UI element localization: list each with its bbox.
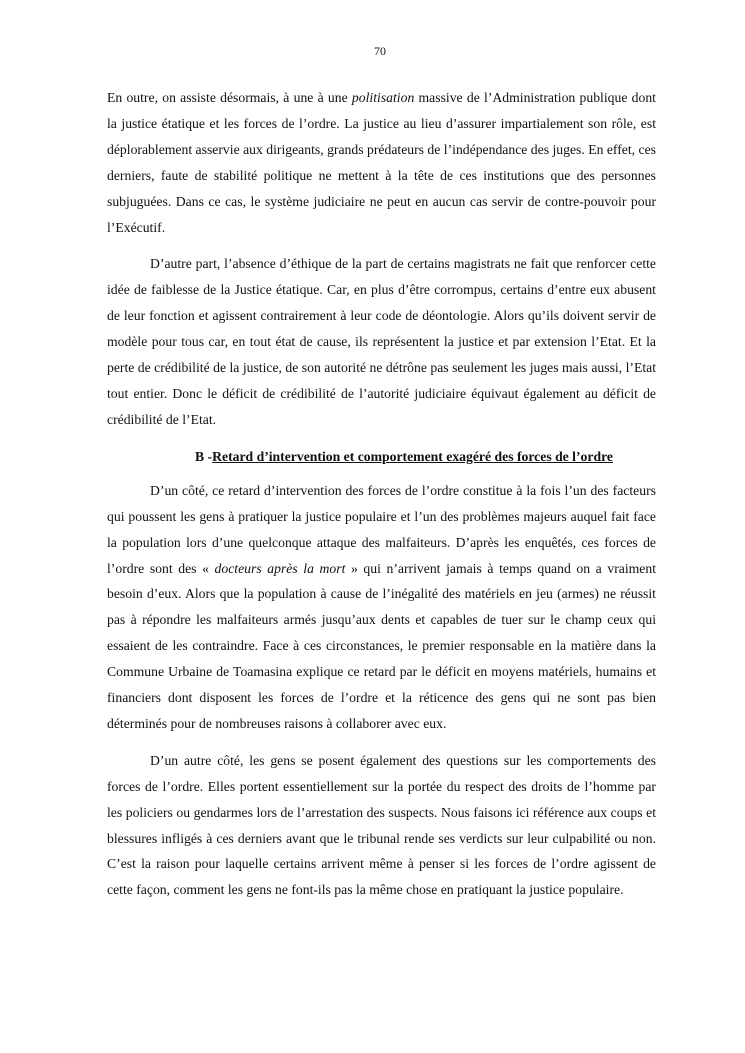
paragraph-3-start: D’un côté, ce retard d’intervention des forces de l’ordre constitue à la fois l’un des facteurs qui poussent les gens à pratiquer la justice populaire et l’un des problèmes majeurs auquel fait face la population lors d’une quelconque attaque des malfaiteurs. D’après les enquêtés, ces forces de l’ordre sont des « bbox=[107, 482, 656, 576]
paragraph-3-end: » qui n’arrivent jamais à temps quand on a vraiment besoin d’eux. Alors que la population à cause de l’inégalité des matériels en jeu (armes) ne réussit pas à répondre les malfaiteurs armés jusqu’aux dents et capables de tuer sur le champ ceux qui essaient de les contraindre. Face à ces circonstances, le premier responsable en la matière dans la Commune Urbaine de Toamasina explique ce retard par le déficit en moyens matériels, humains et financiers dont disposent les forces de l’ordre et la réticence des gens qui ne sont pas bien déterminés pour de nombreuses raisons à collaborer avec eux. bbox=[107, 560, 657, 731]
paragraph-3-emphasis: docteurs après la mort bbox=[214, 560, 346, 576]
paragraph-4: D’un autre côté, les gens se posent également des questions sur les comportements des forces de l’ordre. Elles portent essentiellement sur la portée du respect des droits de l’homme par les policiers ou gendarmes lors de l’arrestation des suspects. Nous faisons ici référence aux coups et blessures infligés à ces derniers avant que le tribunal rende ses verdicts sur leur culpabilité ou non. C’est la raison pour laquelle certains arrivent même à penser si les forces de l’ordre agissent de cette façon, comment les gens ne font-ils pas la même chose en pratiquant la justice populaire. bbox=[107, 752, 656, 898]
paragraph-2: D’autre part, l’absence d’éthique de la part de certains magistrats ne fait que renforcer cette idée de faiblesse de la Justice étatique. Car, en plus d’être corrompus, certains d’entre eux abusent de leur fonction et agissent contrairement à leur code de déontologie. Alors qu’ils doivent servir de modèle pour tous car, en tout état de cause, ils représentent la justice et par extension l’Etat. Et la perte de crédibilité de la justice, de son autorité ne détrône pas seulement les juges mais aussi, l’Etat tout entier. Donc le déficit de crédibilité de l’autorité judiciaire équivaut également au déficit de crédibilité de l’Etat. bbox=[107, 256, 656, 427]
section-heading bbox=[107, 444, 656, 469]
page-number: 70 bbox=[374, 44, 386, 58]
paragraph-1-end: massive de l’Administration publique dont la justice étatique et les forces de l’ordre. La justice au lieu d’assurer impartialement son rôle, est déplorablement asservie aux dirigeants, grands prédateurs de l’indépendance des juges. En effet, ces derniers, faute de stabilité politique ne mettent à la tête de ces institutions que des personnes subjuguées. Dans ce cas, le système judiciaire ne peut en aucun cas servir de contre-pouvoir pour l’Exécutif. bbox=[107, 90, 656, 235]
body-text bbox=[107, 85, 656, 914]
section-heading-title: Retard d’intervention et comportement exagéré des forces de l’ordre bbox=[212, 448, 613, 464]
section-heading-prefix: B - bbox=[195, 448, 213, 464]
paragraph-1 bbox=[107, 85, 656, 240]
paragraph-1-emphasis: politisation bbox=[351, 90, 415, 105]
paragraph-3 bbox=[107, 478, 656, 737]
paragraph-1-start: En outre, on assiste désormais, à une à une bbox=[107, 90, 352, 105]
